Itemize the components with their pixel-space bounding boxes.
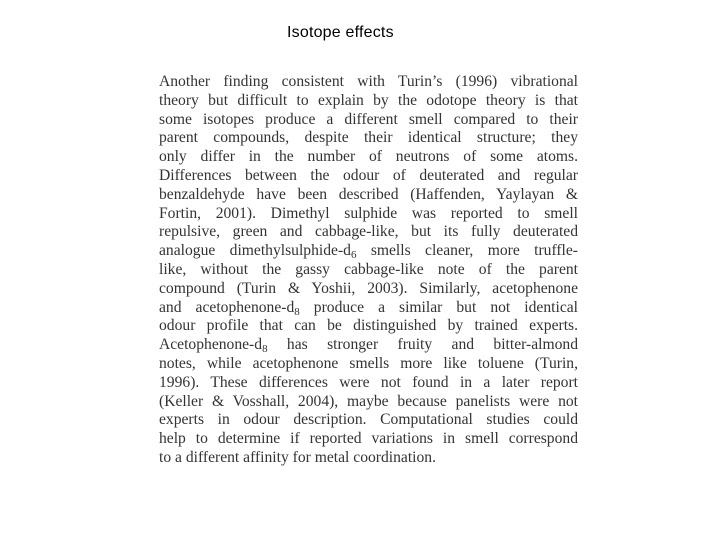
excerpt-line: like, without the gassy cabbage-like note of the parent bbox=[159, 260, 578, 278]
excerpt-line: only differ in the number of neutrons of some atoms. bbox=[159, 148, 578, 166]
excerpt-line bbox=[159, 336, 578, 355]
excerpt-line: notes, while acetophenone smells more like toluene (Turin, bbox=[159, 354, 578, 372]
excerpt-line-text: smells cleaner, more truffle- bbox=[356, 242, 579, 260]
excerpt-line: some isotopes produce a different smell compared to their bbox=[159, 110, 578, 128]
excerpt-line: odour profile that can be distinguished by trained experts. bbox=[159, 317, 578, 335]
excerpt-line-text: produce a similar but not identical bbox=[299, 298, 578, 316]
excerpt-line: (Keller & Vosshall, 2004), maybe because panelists were not bbox=[159, 392, 578, 410]
subscript: 6 bbox=[350, 249, 357, 262]
excerpt-line: Differences between the odour of deuterated and regular bbox=[159, 166, 578, 184]
scanned-text-excerpt bbox=[159, 73, 578, 468]
subscript: 8 bbox=[262, 343, 268, 356]
slide-title: Isotope effects bbox=[287, 24, 394, 41]
excerpt-line: Fortin, 2001). Dimethyl sulphide was reported to smell bbox=[159, 204, 578, 222]
excerpt-line: parent compounds, despite their identical structure; they bbox=[159, 129, 578, 147]
excerpt-line: compound (Turin & Yoshii, 2003). Similarly, acetophenone bbox=[159, 279, 578, 297]
excerpt-line: 1996). These differences were not found in a later report bbox=[159, 373, 578, 391]
excerpt-line: benzaldehyde have been described (Haffenden, Yaylayan & bbox=[159, 185, 578, 203]
excerpt-line: help to determine if reported variations in smell correspond bbox=[159, 430, 578, 448]
subscript: 8 bbox=[294, 305, 300, 318]
excerpt-line bbox=[159, 242, 578, 261]
excerpt-line: repulsive, green and cabbage-like, but its fully deuterated bbox=[159, 223, 578, 241]
excerpt-line-text: analogue dimethylsulphide-d bbox=[159, 242, 351, 260]
excerpt-line-text: and acetophenone-d bbox=[159, 298, 295, 316]
excerpt-line-text: Acetophenone-d bbox=[159, 336, 263, 354]
excerpt-line: experts in odour description. Computational studies could bbox=[159, 411, 578, 429]
excerpt-line: to a different affinity for metal coordination. bbox=[159, 448, 436, 466]
excerpt-line-text: has stronger fruity and bitter-almond bbox=[267, 336, 578, 354]
excerpt-line bbox=[159, 299, 578, 318]
excerpt-line: theory but difficult to explain by the odotope theory is that bbox=[159, 91, 578, 109]
excerpt-line: Another finding consistent with Turin’s (1996) vibrational bbox=[159, 73, 578, 90]
